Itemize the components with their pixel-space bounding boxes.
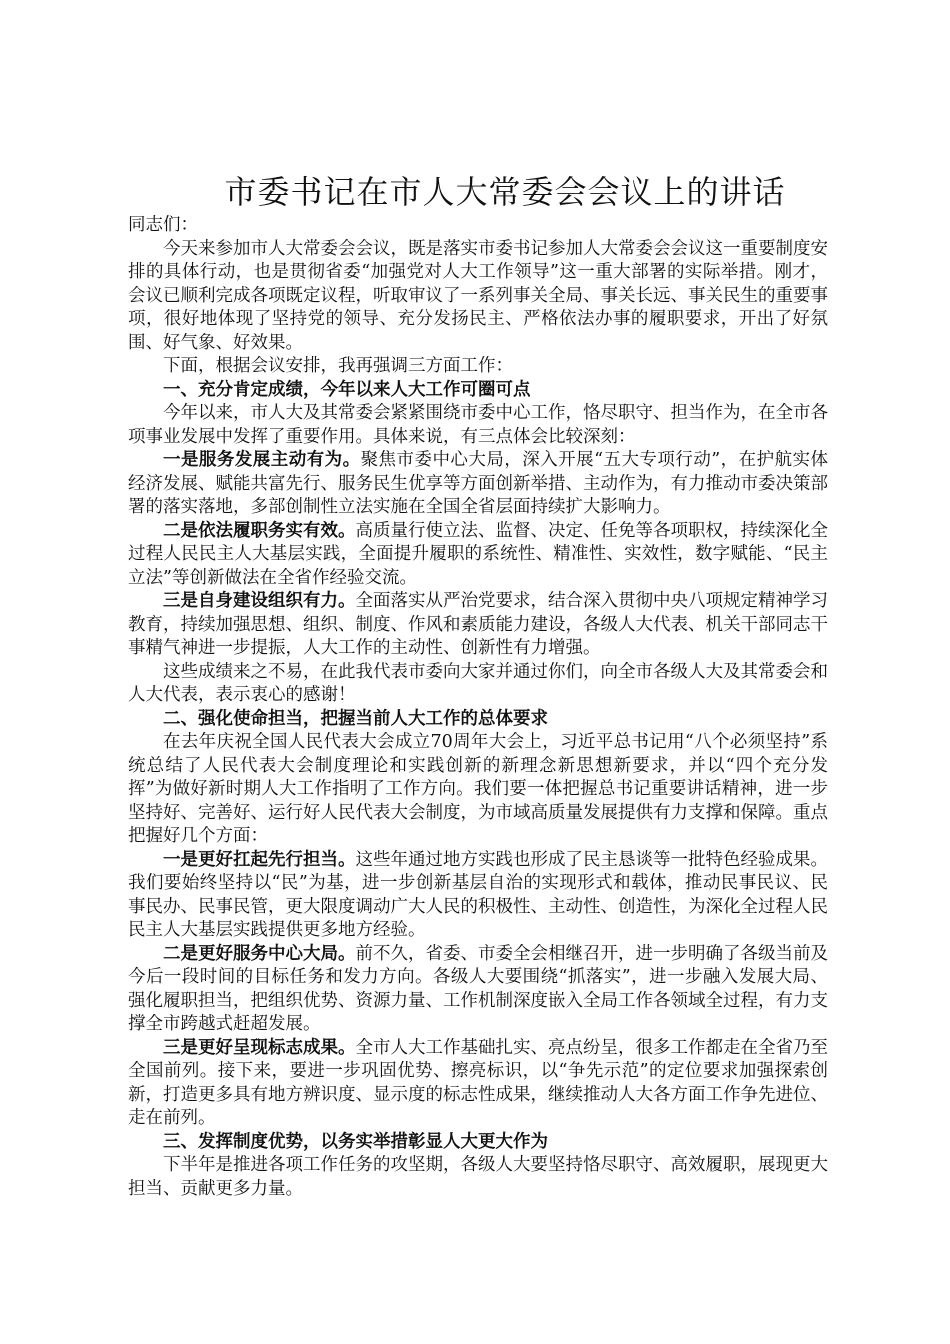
paragraph-point-1-1 [128,449,828,520]
section-heading-2: 二、强化使命担当，把握当前人大工作的总体要求 [163,708,548,729]
paragraph-achievements-intro: 今年以来，市人大及其常委会紧紧围绕市委中心工作，恪尽职守、担当作为，在全市各项事业发展中发挥了重要作用。具体来说，有三点体会比较深刻： [128,403,828,447]
paragraph-requirements-intro: 在去年庆祝全国人民代表大会成立70周年大会上，习近平总书记用“八个必须坚持”系统总结了人民代表大会制度理论和实践创新的新理念新思想新要求，并以“四个充分发挥”为做好新时期人大工作指明了工作方向。我们要一体把握总书记重要讲话精神，进一步坚持好、完善好、运行好人民代表大会制度，为市域高质量发展提供有力支撑和保障。重点把握好几个方面： [128,732,828,846]
point-lead: 三是自身建设组织有力。 [163,591,356,611]
paragraph-point-1-3 [128,590,828,661]
point-body: 全面落实从严治党要求，结合深入贯彻中央八项规定精神学习教育，持续加强思想、组织、制度、作风和素质能力建设，各级人大代表、机关干部同志干事精气神进一步提振，人大工作的主动性、创新性有力增强。 [128,591,828,658]
section-heading-3: 三、发挥制度优势，以务实举措彰显人大更大作为 [163,1131,548,1152]
point-lead: 二是依法履职务实有效。 [163,520,356,541]
point-lead: 一是服务发展主动有为。 [163,450,361,470]
point-lead: 三是更好呈现标志成果。 [163,1037,356,1058]
paragraph-point-2-3 [128,1037,828,1131]
point-body: 聚焦市委中心大局，深入开展“五大专项行动”，在护航实体经济发展、赋能共富先行、服务民生优享等方面创新举措、主动作为，有力推动市委决策部署的落实落地，多部创制性立法实施在全国全省层面持续扩大影响力。 [128,450,828,517]
paragraph-transition: 下面，根据会议安排，我再强调三方面工作： [163,356,513,376]
salutation: 同志们： [128,215,198,235]
paragraph-point-2-2 [128,943,828,1037]
point-lead: 二是更好服务中心大局。 [163,943,356,964]
paragraph-thanks: 这些成绩来之不易，在此我代表市委向大家并通过你们，向全市各级人大及其常委会和人大代表，表示衷心的感谢！ [128,661,828,705]
point-lead: 一是更好扛起先行担当。 [163,849,356,870]
document-body [128,170,828,1201]
document-title: 市委书记在市人大常委会会议上的讲话 [224,173,786,211]
point-body: 前不久，省委、市委全会相继召开，进一步明确了各级当前及今后一段时间的目标任务和发力方向。各级人大要围绕“抓落实”，进一步融入发展大局、强化履职担当，把组织优势、资源力量、工作机制深度嵌入全局工作各领域全过程，有力支撑全市跨越式赶超发展。 [128,943,828,1034]
paragraph-point-2-1 [128,849,828,943]
paragraph-point-1-2 [128,520,828,591]
section-heading-1: 一、充分肯定成绩，今年以来人大工作可圈可点 [163,379,531,400]
paragraph-second-half: 下半年是推进各项工作任务的攻坚期，各级人大要坚持恪尽职守、高效履职，展现更大担当、贡献更多力量。 [128,1155,828,1199]
paragraph-intro: 今天来参加市人大常委会会议，既是落实市委书记参加人大常委会会议这一重要制度安排的具体行动，也是贯彻省委“加强党对人大工作领导”这一重大部署的实际举措。刚才，会议已顺利完成各项既定议程，听取审议了一系列事关全局、事关长远、事关民生的重要事项，很好地体现了坚持党的领导、充分发扬民主、严格依法办事的履职要求，开出了好氛围、好气象、好效果。 [128,238,828,353]
point-body: 高质量行使立法、监督、决定、任免等各项职权，持续深化全过程人民民主人大基层实践，全面提升履职的系统性、精准性、实效性，数字赋能、“民主立法”等创新做法在全省作经验交流。 [128,520,828,588]
point-body: 全市人大工作基础扎实、亮点纷呈，很多工作都走在全省乃至全国前列。接下来，要进一步巩固优势、擦亮标识，以“争先示范”的定位要求加强探索创新，打造更多具有地方辨识度、显示度的标志性成果，继续推动人大各方面工作争先进位、走在前列。 [128,1037,828,1128]
point-body: 这些年通过地方实践也形成了民主恳谈等一批特色经验成果。我们要始终坚持以“民”为基，进一步创新基层自治的实现形式和载体，推动民事民议、民事民办、民事民管，更大限度调动广大人民的积极性、主动性、创造性，为深化全过程人民民主人大基层实践提供更多地方经验。 [128,849,828,940]
